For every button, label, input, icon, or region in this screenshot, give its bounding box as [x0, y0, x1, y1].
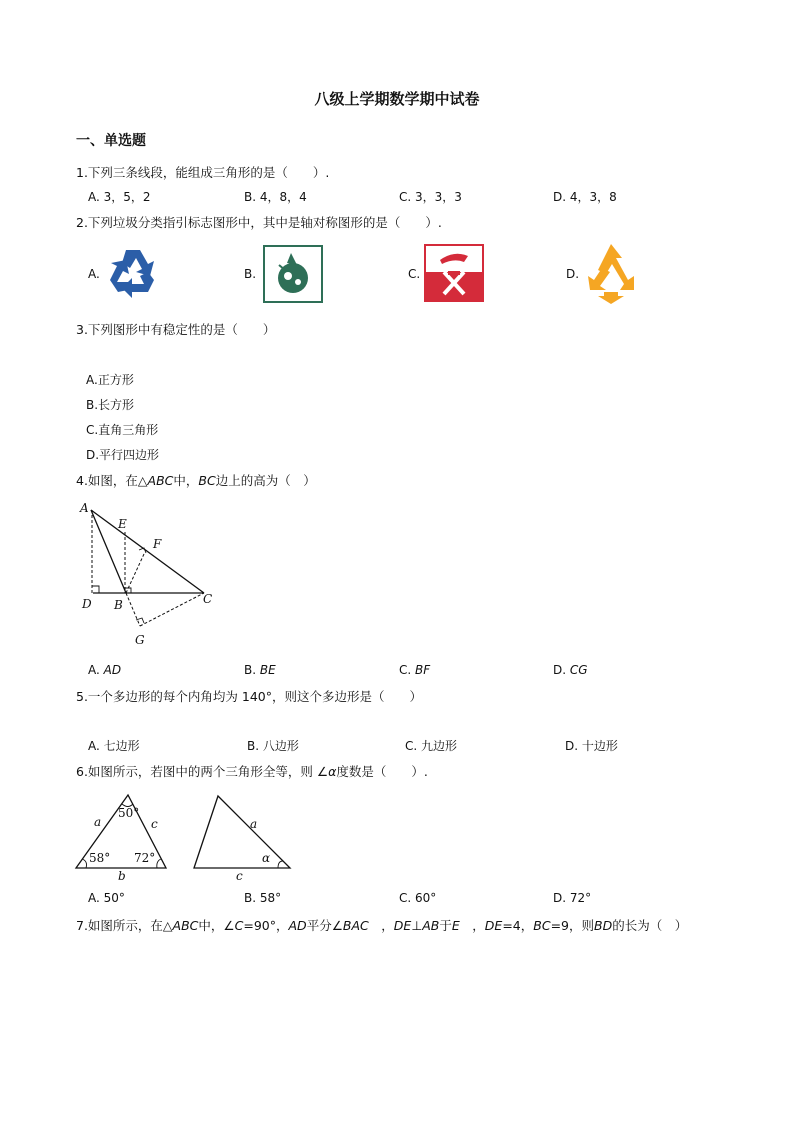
q7-part: 7.如图所示，在△ — [76, 918, 173, 933]
q4-option-c[interactable] — [399, 663, 430, 677]
q6-side-c2: c — [236, 869, 243, 883]
q6-side-c: c — [151, 817, 158, 831]
q4-stem-var: BC — [198, 473, 216, 488]
q7-part: ， — [368, 918, 394, 933]
q4-stem-part: 中， — [173, 473, 199, 488]
recyclable-arrow-icon — [582, 242, 640, 304]
q6-angle-left: 58° — [89, 851, 111, 865]
q4-option-b[interactable] — [244, 663, 276, 677]
q7-part: =90°， — [243, 918, 289, 933]
q5-option-a[interactable]: A. 七边形 — [88, 739, 140, 753]
q4-label-g: G — [135, 633, 145, 647]
q4-stem-var: ABC — [147, 473, 174, 488]
option-letter: B. — [244, 663, 260, 677]
q4-option-d[interactable] — [553, 663, 588, 677]
q6-stem-part: 度数是（ ）. — [336, 764, 428, 779]
q4-option-a[interactable] — [88, 663, 121, 677]
recycle-icon — [104, 244, 162, 302]
q6-stem-part: 6.如图所示，若图中的两个三角形全等，则 ∠ — [76, 764, 329, 779]
kitchen-waste-icon — [263, 245, 323, 303]
option-letter: A. — [88, 663, 104, 677]
q6-side-a: a — [94, 815, 102, 829]
q7-var: DE — [484, 918, 503, 933]
q7-var: AB — [422, 918, 440, 933]
q7-var: BAC — [342, 918, 369, 933]
q4-label-b: B — [114, 598, 123, 612]
q6-option-c[interactable]: C. 60° — [399, 891, 437, 905]
q7-var: BD — [594, 918, 613, 933]
option-letter: D. — [553, 663, 570, 677]
q1-option-b[interactable]: B. 4，8，4 — [244, 190, 307, 204]
q2-option-c[interactable]: C. — [408, 267, 421, 281]
q6-option-a[interactable]: A. 50° — [88, 891, 125, 905]
question-7-stem — [76, 916, 687, 934]
q1-option-c[interactable]: C. 3，3，3 — [399, 190, 462, 204]
q7-part: ， — [459, 918, 485, 933]
q7-part: 的长为（ ） — [612, 918, 688, 933]
q6-option-d[interactable]: D. 72° — [553, 891, 592, 905]
q7-var: ABC — [172, 918, 199, 933]
question-6-stem — [76, 762, 428, 780]
q4-label-d: D — [82, 597, 92, 611]
q4-stem-part: 边上的高为（ ） — [215, 473, 316, 488]
q1-option-d[interactable]: D. 4，3，8 — [553, 190, 617, 204]
q5-option-c[interactable]: C. 九边形 — [405, 739, 458, 753]
question-2-stem: 2.下列垃圾分类指引标志图形中，其中是轴对称图形的是（ ）. — [76, 215, 442, 230]
q5-option-b[interactable]: B. 八边形 — [247, 739, 299, 753]
q3-option-c[interactable]: C.直角三角形 — [86, 423, 159, 437]
option-value: AD — [103, 663, 122, 677]
q6-triangle-right — [190, 790, 296, 886]
q4-triangle-figure — [76, 496, 226, 652]
option-value: BE — [259, 663, 276, 677]
q6-stem-var: α — [328, 764, 337, 779]
q4-stem-part: 4.如图，在△ — [76, 473, 148, 488]
q3-option-d[interactable]: D.平行四边形 — [86, 448, 160, 462]
q7-part: ⊥ — [411, 918, 423, 933]
option-value: CG — [569, 663, 588, 677]
question-1-stem: 1.下列三条线段，能组成三角形的是（ ）. — [76, 165, 330, 180]
q7-var: E — [451, 918, 460, 933]
question-5-stem: 5.一个多边形的每个内角均为 140°，则这个多边形是（ ） — [76, 689, 423, 704]
q6-angle-top: 50° — [118, 806, 140, 820]
q7-var: DE — [393, 918, 412, 933]
q7-part: =9，则 — [550, 918, 594, 933]
q2-option-d[interactable]: D. — [566, 267, 580, 281]
option-value: BF — [415, 663, 431, 677]
q6-angle-right: 72° — [134, 851, 156, 865]
question-3-stem: 3.下列图形中有稳定性的是（ ） — [76, 322, 276, 337]
q2-option-b[interactable]: B. — [244, 267, 257, 281]
q5-option-d[interactable]: D. 十边形 — [565, 739, 618, 753]
q2-option-a[interactable]: A. — [88, 267, 100, 281]
q4-label-e: E — [118, 517, 127, 531]
q7-part: 中，∠ — [198, 918, 235, 933]
hazardous-waste-icon — [424, 244, 484, 302]
q6-side-a2: a — [250, 817, 258, 831]
q6-angle-alpha: α — [262, 851, 271, 865]
q7-var: AD — [288, 918, 307, 933]
q4-label-a: A — [80, 501, 89, 515]
option-letter: C. — [399, 663, 416, 677]
q3-option-b[interactable]: B.长方形 — [86, 398, 135, 412]
q7-part: 于 — [439, 918, 452, 933]
q7-part: =4， — [502, 918, 534, 933]
page-title: 八级上学期数学期中试卷 — [314, 90, 480, 108]
question-4-stem — [76, 471, 316, 489]
q4-label-c: C — [203, 592, 213, 606]
q4-label-f: F — [153, 537, 162, 551]
q7-part: 平分∠ — [306, 918, 343, 933]
section-heading: 一、单选题 — [76, 133, 146, 149]
q7-var: BC — [533, 918, 551, 933]
q6-triangle-left — [72, 790, 174, 882]
q1-option-a[interactable]: A. 3，5，2 — [88, 190, 151, 204]
q6-option-b[interactable]: B. 58° — [244, 891, 282, 905]
q7-var: C — [234, 918, 244, 933]
q3-option-a[interactable]: A.正方形 — [86, 373, 134, 387]
q6-side-b: b — [118, 869, 126, 882]
